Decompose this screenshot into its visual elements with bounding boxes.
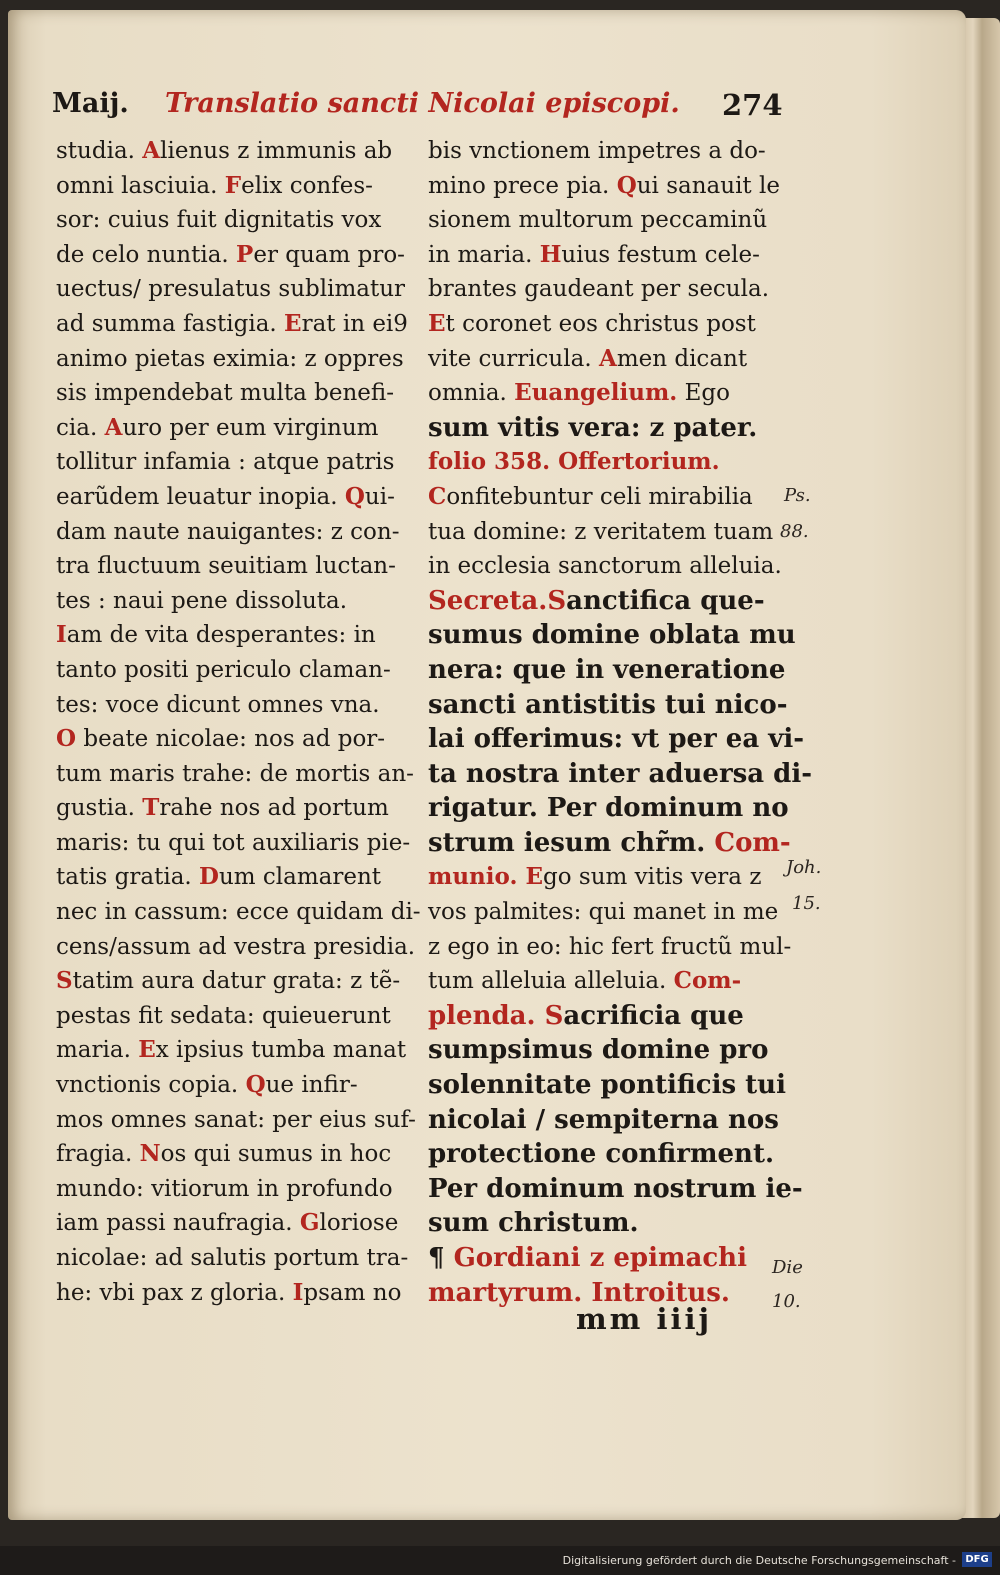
margin-note: 15. bbox=[792, 893, 821, 914]
rubric-text: Gordiani z epimachi bbox=[453, 1243, 747, 1273]
rubric-text: Euangelium. bbox=[514, 379, 678, 407]
text-line bbox=[56, 826, 411, 861]
text-line bbox=[428, 411, 788, 446]
body-text: de celo nuntia. bbox=[56, 241, 237, 268]
body-text: Ego bbox=[677, 380, 730, 407]
text-line bbox=[56, 411, 406, 446]
body-text: lienus z immunis ab bbox=[160, 138, 393, 164]
body-text: nera: que in veneratione bbox=[428, 654, 786, 685]
text-line bbox=[428, 480, 788, 515]
rubric-text: I bbox=[292, 1278, 304, 1306]
text-line bbox=[56, 1241, 409, 1276]
body-text: sum christum. bbox=[428, 1208, 639, 1239]
rubric-text: H bbox=[539, 240, 562, 268]
running-header bbox=[52, 82, 812, 132]
body-text: fragia. bbox=[56, 1141, 140, 1168]
text-line bbox=[428, 203, 788, 238]
body-text: x ipsius tumba manat bbox=[155, 1037, 407, 1064]
text-line bbox=[428, 342, 788, 377]
body-text: studia. bbox=[56, 138, 143, 164]
body-text: tum alleluia alleluia. bbox=[428, 968, 674, 995]
text-line bbox=[428, 1172, 803, 1207]
body-text: he: vbi pax z gloria. bbox=[56, 1279, 293, 1306]
text-line bbox=[56, 203, 406, 238]
text-line bbox=[428, 722, 805, 757]
rubric-text: D bbox=[199, 863, 219, 891]
text-line bbox=[56, 1276, 406, 1311]
body-text: sionem multorum peccaminũ bbox=[428, 207, 768, 234]
body-text: beate nicolae: nos ad por- bbox=[76, 726, 386, 753]
text-line bbox=[428, 653, 788, 688]
text-line bbox=[428, 445, 788, 480]
body-text: vite curricula. bbox=[428, 345, 599, 372]
body-text: psam no bbox=[303, 1279, 402, 1306]
text-line bbox=[56, 480, 406, 515]
text-line bbox=[428, 376, 788, 411]
rubric-text: E bbox=[428, 309, 446, 337]
rubric-text: T bbox=[142, 794, 160, 822]
body-text: ¶ bbox=[428, 1243, 454, 1273]
text-line bbox=[56, 722, 406, 757]
body-text: er quam pro- bbox=[253, 241, 405, 268]
margin-note: Ps. bbox=[784, 485, 811, 506]
body-text: protectione confirment. bbox=[428, 1139, 775, 1170]
header-month: Maij. bbox=[52, 88, 129, 119]
body-text: omnia. bbox=[428, 380, 515, 407]
text-line bbox=[428, 549, 788, 584]
body-text: um clamarent bbox=[218, 864, 382, 891]
text-line bbox=[56, 964, 406, 999]
rubric-text: E bbox=[138, 1036, 156, 1064]
body-text: tatis gratia. bbox=[56, 864, 200, 891]
body-text: ta nostra inter aduersa di- bbox=[428, 758, 813, 789]
body-text: strum iesum chr̃m. bbox=[428, 827, 715, 858]
text-line bbox=[56, 549, 406, 584]
body-text: tollitur infamia : atque patris bbox=[56, 449, 395, 476]
body-text: am de vita desperantes: in bbox=[66, 622, 376, 649]
rubric-text: S bbox=[56, 967, 73, 995]
rubric-text: munio. bbox=[428, 863, 526, 891]
margin-note: Joh. bbox=[786, 857, 822, 878]
text-line bbox=[428, 238, 788, 273]
body-text: earũdem leuatur inopia. bbox=[56, 483, 345, 510]
rubric-text: Com- bbox=[673, 967, 742, 995]
signature-mark: mm iiij bbox=[576, 1302, 713, 1336]
text-line bbox=[428, 1033, 788, 1068]
text-line bbox=[428, 757, 813, 792]
body-text: anctifica que- bbox=[566, 585, 765, 616]
header-title: Translatio sancti Nicolai episcopi. bbox=[165, 88, 680, 119]
text-line bbox=[56, 653, 406, 688]
text-line bbox=[428, 1103, 788, 1138]
rubric-text: A bbox=[104, 413, 123, 441]
text-line bbox=[56, 757, 414, 792]
body-text: solennitate pontificis tui bbox=[428, 1070, 786, 1101]
text-line bbox=[56, 860, 406, 895]
body-text: nec in cassum: ecce quidam di- bbox=[56, 899, 421, 926]
body-text: sumus domine oblata mu bbox=[428, 620, 796, 651]
body-text: nicolai / sempiterna nos bbox=[428, 1104, 779, 1135]
text-line bbox=[428, 826, 791, 861]
rubric-text: Q bbox=[344, 482, 365, 510]
text-line bbox=[428, 964, 788, 999]
text-line bbox=[428, 1068, 788, 1103]
text-line bbox=[56, 930, 416, 965]
rubric-text: Offertorium. bbox=[558, 448, 720, 476]
text-line bbox=[428, 860, 788, 895]
rubric-text: O bbox=[56, 725, 77, 753]
text-line bbox=[56, 584, 406, 619]
rubric-text: Secreta. bbox=[428, 585, 548, 616]
body-text: nicolae: ad salutis portum tra- bbox=[56, 1245, 409, 1271]
text-line bbox=[56, 1172, 406, 1207]
body-text: acrificia que bbox=[563, 1000, 744, 1031]
body-text: onfitebuntur celi mirabilia bbox=[446, 483, 753, 510]
body-text: go sum vitis vera z bbox=[543, 864, 762, 891]
body-text: dam naute nauigantes: z con- bbox=[56, 518, 400, 545]
body-text: tes : naui pene dissoluta. bbox=[56, 587, 348, 614]
body-text: rahe nos ad portum bbox=[159, 795, 389, 822]
body-text: sumpsimus domine pro bbox=[428, 1035, 769, 1066]
body-text: vnctionis copia. bbox=[56, 1072, 246, 1099]
body-text: t coronet eos christus post bbox=[445, 310, 756, 337]
text-line bbox=[56, 1137, 406, 1172]
body-text: animo pietas eximia: z oppres bbox=[56, 345, 404, 372]
body-text: mundo: vitiorum in profundo bbox=[56, 1175, 393, 1202]
text-line bbox=[56, 618, 406, 653]
rubric-text: E bbox=[284, 309, 302, 337]
body-text: sum vitis vera: z pater. bbox=[428, 412, 758, 443]
page-number: 274 bbox=[722, 88, 783, 122]
text-line bbox=[56, 376, 406, 411]
left-text-column bbox=[56, 134, 421, 1310]
body-text: uro per eum virginum bbox=[122, 414, 379, 441]
text-line bbox=[56, 791, 406, 826]
text-line bbox=[56, 134, 406, 169]
rubric-text: A bbox=[142, 137, 161, 164]
body-text: tua domine: z veritatem tuam bbox=[428, 518, 774, 545]
rubric-text: G bbox=[299, 1209, 320, 1237]
text-line bbox=[56, 445, 406, 480]
body-text: os qui sumus in hoc bbox=[160, 1141, 392, 1168]
rubric-text: P bbox=[236, 240, 254, 268]
rubric-text: I bbox=[56, 621, 67, 649]
body-text: iam passi naufragia. bbox=[56, 1210, 300, 1237]
text-line bbox=[428, 688, 788, 723]
rubric-text: Com- bbox=[714, 827, 791, 858]
body-text: tanto positi periculo claman- bbox=[56, 656, 391, 683]
body-text: tes: voce dicunt omnes vna. bbox=[56, 691, 380, 718]
body-text: z ego in eo: hic fert fructũ mul- bbox=[428, 933, 792, 960]
text-line bbox=[428, 1241, 788, 1276]
text-line bbox=[428, 134, 788, 169]
body-text: uius festum cele- bbox=[561, 241, 760, 268]
body-text: brantes gaudeant per secula. bbox=[428, 276, 770, 303]
body-text: maris: tu qui tot auxiliaris pie- bbox=[56, 829, 411, 856]
body-text: elix confes- bbox=[241, 172, 373, 199]
book-page bbox=[8, 10, 966, 1520]
rubric-text: E bbox=[525, 863, 544, 891]
rubric-text: S bbox=[544, 1000, 564, 1031]
text-line bbox=[56, 169, 406, 204]
body-text: sancti antistitis tui nico- bbox=[428, 689, 788, 720]
body-text: sis impendebat multa benefi- bbox=[56, 380, 395, 407]
rubric-text: plenda. bbox=[428, 1000, 545, 1031]
rubric-text: Q bbox=[616, 171, 637, 199]
text-line bbox=[428, 272, 788, 307]
body-text: ui- bbox=[364, 483, 395, 510]
dfg-logo: DFG bbox=[962, 1552, 992, 1567]
body-text: tra fluctuum seuitiam luctan- bbox=[56, 553, 396, 580]
body-text: lai offerimus: vt per ea vi- bbox=[428, 724, 805, 755]
text-line bbox=[428, 584, 788, 619]
rubric-text: martyrum. Introitus. bbox=[428, 1277, 730, 1308]
text-line bbox=[56, 999, 406, 1034]
body-text: cia. bbox=[56, 414, 105, 441]
body-text: vos palmites: qui manet in me bbox=[428, 899, 779, 926]
text-line bbox=[428, 307, 788, 342]
text-line bbox=[56, 238, 406, 273]
text-line bbox=[56, 342, 406, 377]
body-text: rat in ei9 bbox=[301, 310, 408, 337]
body-text: mos omnes sanat: per eius suf- bbox=[56, 1106, 416, 1133]
body-text: tatim aura datur grata: z tẽ- bbox=[72, 968, 401, 995]
rubric-text: A bbox=[598, 344, 617, 372]
body-text: sor: cuius fuit dignitatis vox bbox=[56, 207, 382, 234]
rubric-text: F bbox=[224, 171, 242, 199]
margin-note: 88. bbox=[780, 521, 809, 542]
text-line bbox=[428, 895, 788, 930]
body-text: tum maris trahe: de mortis an- bbox=[56, 760, 414, 787]
body-text: ue infir- bbox=[265, 1072, 358, 1099]
footer-bar bbox=[0, 1546, 1000, 1575]
body-text: Per dominum nostrum ie- bbox=[428, 1173, 803, 1204]
rubric-text: Q bbox=[245, 1071, 266, 1099]
body-text: mino prece pia. bbox=[428, 172, 617, 199]
rubric-text: N bbox=[139, 1140, 161, 1168]
text-line bbox=[56, 895, 421, 930]
body-text: loriose bbox=[319, 1210, 399, 1237]
margin-note: 10. bbox=[772, 1291, 801, 1312]
text-line bbox=[428, 791, 788, 826]
rubric-text: folio 358. bbox=[428, 448, 559, 476]
text-line bbox=[56, 307, 406, 342]
rubric-text: C bbox=[428, 482, 447, 510]
body-text: bis vnctionem impetres a do- bbox=[428, 138, 766, 164]
text-line bbox=[56, 1068, 406, 1103]
footer-credit: Digitalisierung gefördert durch die Deutsche Forschungsgemeinschaft - bbox=[562, 1554, 956, 1567]
body-text: gustia. bbox=[56, 795, 143, 822]
text-line bbox=[428, 1206, 788, 1241]
body-text: ui sanauit le bbox=[636, 172, 780, 199]
body-text: men dicant bbox=[616, 345, 748, 372]
text-line bbox=[428, 1137, 788, 1172]
body-text: in ecclesia sanctorum alleluia. bbox=[428, 553, 782, 580]
body-text: cens/assum ad vestra presidia. bbox=[56, 933, 416, 960]
text-line bbox=[56, 515, 406, 550]
text-line bbox=[56, 1103, 416, 1138]
text-line bbox=[428, 169, 788, 204]
text-line bbox=[428, 618, 796, 653]
body-text: in maria. bbox=[428, 241, 540, 268]
text-line bbox=[428, 930, 792, 965]
body-text: rigatur. Per dominum no bbox=[428, 793, 789, 824]
body-text: pestas fit sedata: quieuerunt bbox=[56, 1002, 391, 1029]
margin-note: Die bbox=[772, 1257, 803, 1278]
text-line bbox=[56, 1206, 406, 1241]
body-text: maria. bbox=[56, 1037, 139, 1064]
body-text: omni lasciuia. bbox=[56, 172, 225, 199]
text-line bbox=[56, 272, 406, 307]
rubric-text: S bbox=[547, 585, 567, 616]
body-text: ad summa fastigia. bbox=[56, 310, 285, 337]
text-line bbox=[56, 1033, 406, 1068]
body-text: uectus/ presulatus sublimatur bbox=[56, 276, 406, 303]
text-line bbox=[428, 999, 788, 1034]
text-line bbox=[428, 515, 788, 550]
text-line bbox=[56, 688, 406, 723]
